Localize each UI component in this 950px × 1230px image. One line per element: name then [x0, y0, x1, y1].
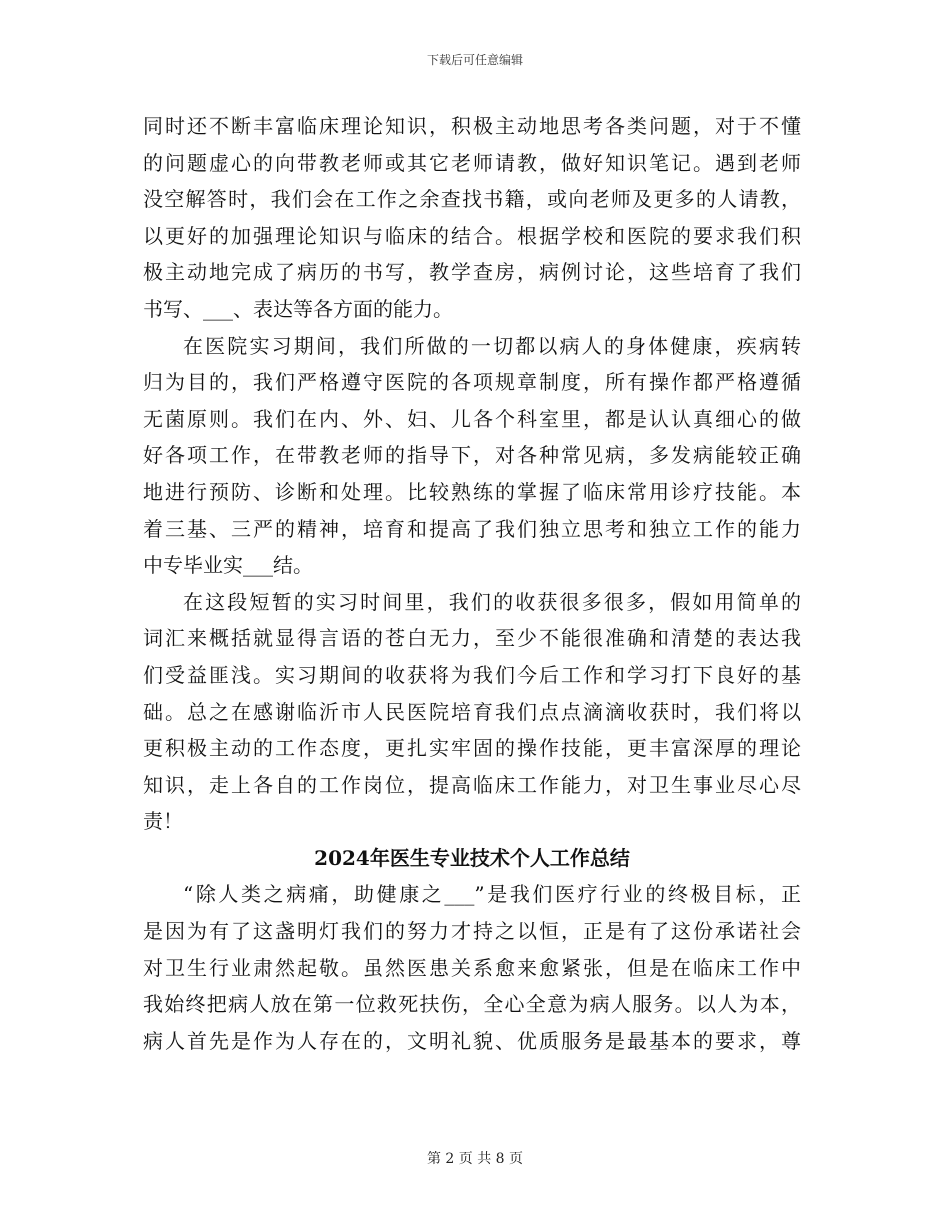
text-line: 病人首先是作为人存在的，文明礼貌、优质服务是最基本的要求，尊 [143, 1028, 801, 1053]
text-line: 们受益匪浅。实习期间的收获将为我们今后工作和学习打下良好的基 [143, 662, 801, 687]
text-line: 更积极主动的工作态度，更扎实牢固的操作技能，更丰富深厚的理论 [143, 736, 801, 761]
text-line: 好各项工作，在带教老师的指导下，对各种常见病，多发病能较正确 [143, 443, 801, 468]
text-line: “除人类之病痛，助健康之___”是我们医疗行业的终极目标，正 [183, 882, 801, 907]
text-line: 书写、___、表达等各方面的能力。 [143, 296, 453, 321]
text-line: 在医院实习期间，我们所做的一切都以病人的身体健康，疾病转 [183, 333, 801, 358]
text-line: 没空解答时，我们会在工作之余查找书籍，或向老师及更多的人请教， [143, 187, 801, 212]
text-line: 的问题虚心的向带教老师或其它老师请教，做好知识笔记。遇到老师 [143, 150, 801, 175]
text-line: 中专毕业实___结。 [143, 553, 313, 578]
text-line: 极主动地完成了病历的书写，教学查房，病例讨论，这些培育了我们 [143, 260, 801, 285]
text-line: 无菌原则。我们在内、外、妇、儿各个科室里，都是认认真细心的做 [143, 406, 801, 431]
text-line: 归为目的，我们严格遵守医院的各项规章制度，所有操作都严格遵循 [143, 370, 801, 395]
page-header: 下载后可任意编辑 [426, 53, 523, 67]
section-heading: 2024年医生专业技术个人工作总结 [314, 845, 630, 870]
text-line: 是因为有了这盏明灯我们的努力才持之以恒，正是有了这份承诺社会 [143, 919, 801, 944]
text-line: 以更好的加强理论知识与临床的结合。根据学校和医院的要求我们积 [143, 223, 801, 248]
text-line: 同时还不断丰富临床理论知识，积极主动地思考各类问题，对于不懂 [143, 114, 801, 138]
text-line: 对卫生行业肃然起敬。虽然医患关系愈来愈紧张，但是在临床工作中 [143, 955, 801, 980]
text-line: 础。总之在感谢临沂市人民医院培育我们点点滴滴收获时，我们将以 [143, 699, 801, 724]
text-line: 在这段短暂的实习时间里，我们的收获很多很多，假如用简单的 [183, 589, 801, 614]
text-line: 知识，走上各自的工作岗位，提高临床工作能力，对卫生事业尽心尽 [143, 772, 801, 797]
text-line: 我始终把病人放在第一位救死扶伤，全心全意为病人服务。以人为本， [143, 992, 801, 1017]
text-line: 责！ [143, 809, 183, 834]
page-footer: 第 2 页 共 8 页 [426, 1151, 524, 1167]
text-line: 词汇来概括就显得言语的苍白无力，至少不能很准确和清楚的表达我 [143, 626, 801, 651]
text-line: 着三基、三严的精神，培育和提高了我们独立思考和独立工作的能力 [143, 516, 801, 541]
text-line: 地进行预防、诊断和处理。比较熟练的掌握了临床常用诊疗技能。本 [143, 479, 801, 504]
document-body [143, 108, 801, 1059]
